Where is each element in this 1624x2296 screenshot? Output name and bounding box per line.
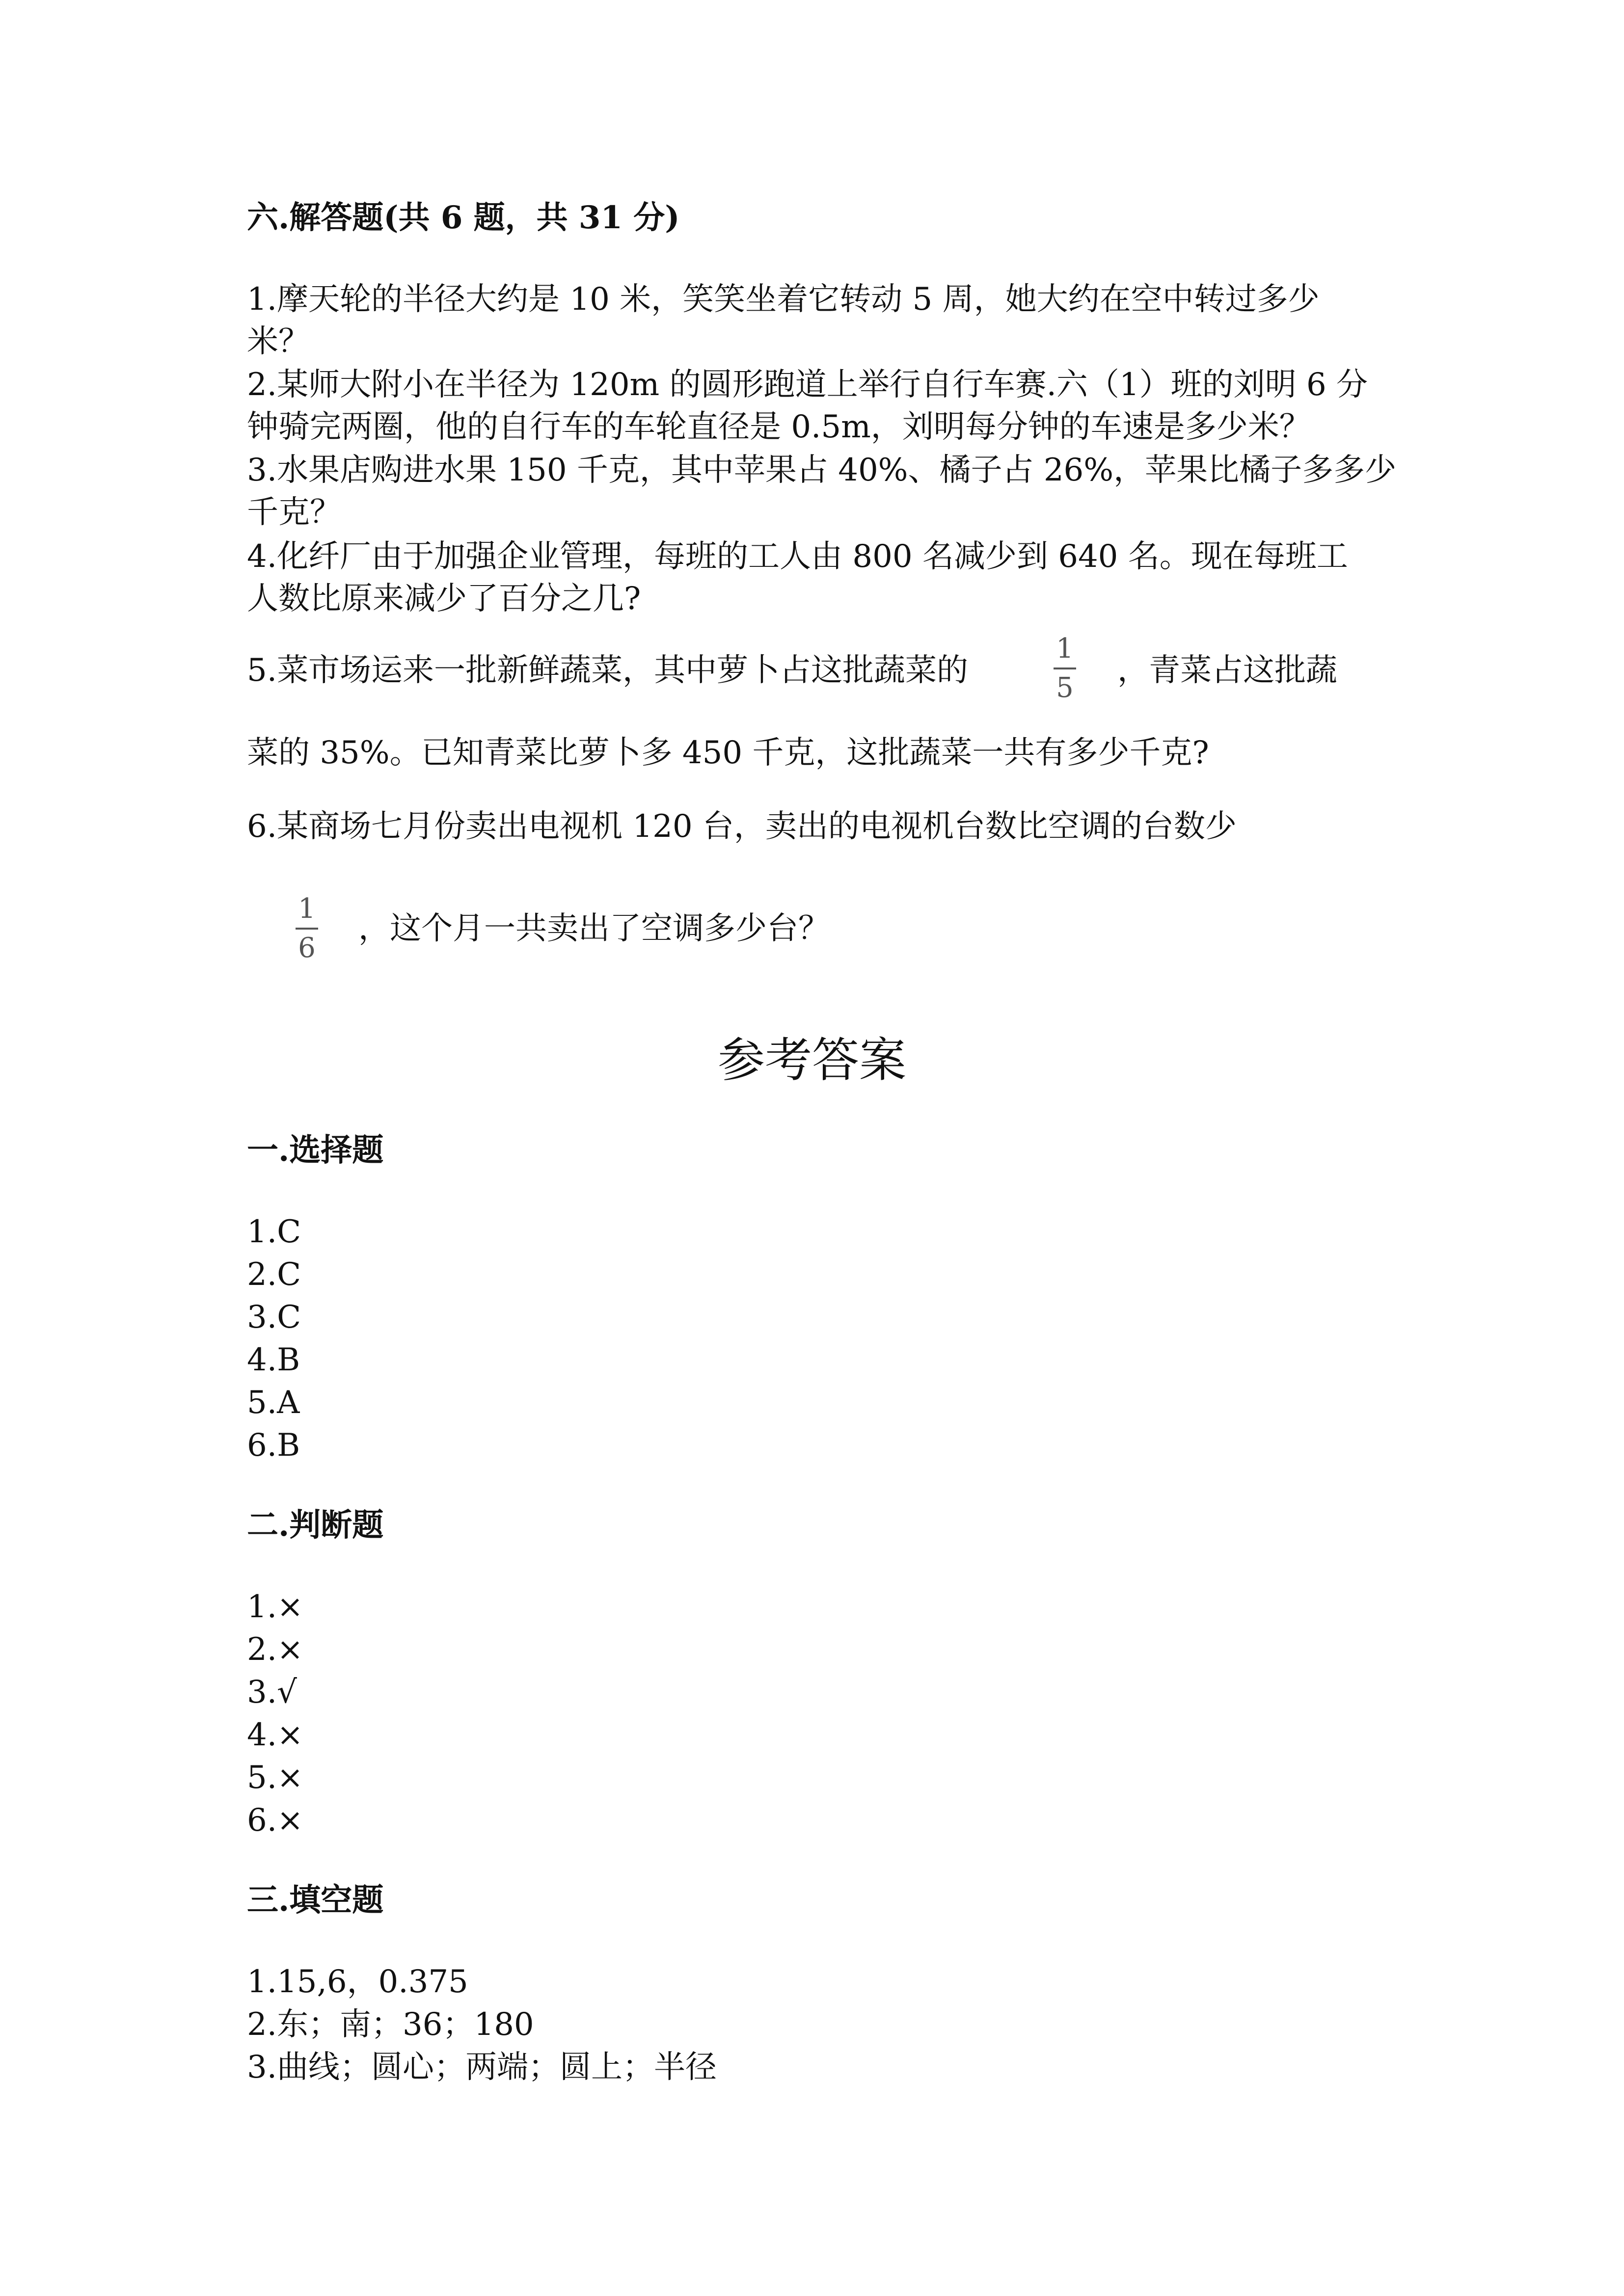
question-2-line-1: 2.某师大附小在半径为 120m 的圆形跑道上举行自行车赛.六（1）班的刘明 6 分	[247, 367, 1368, 403]
question-5-fraction	[1054, 633, 1076, 704]
fraction-bar	[296, 928, 318, 930]
section-heading-fill: 三.填空题	[247, 1882, 384, 1919]
judge-answer-5: 5.×	[247, 1760, 303, 1796]
choice-answer-3: 3.C	[247, 1299, 301, 1335]
choice-answer-1: 1.C	[247, 1214, 301, 1250]
judge-answer-6: 6.×	[247, 1802, 303, 1839]
fill-answer-3: 3.曲线；圆心；两端；圆上；半径	[247, 2049, 717, 2085]
judge-answer-1: 1.×	[247, 1589, 303, 1625]
question-3-line-2: 千克？	[247, 494, 341, 531]
choice-answer-6: 6.B	[247, 1427, 300, 1464]
judge-answer-2: 2.×	[247, 1631, 303, 1668]
fill-answer-2: 2.东；南；36；180	[247, 2006, 534, 2043]
judge-answer-4: 4.×	[247, 1717, 303, 1753]
question-2-line-2: 钟骑完两圈，他的自行车的车轮直径是 0.5m，刘明每分钟的车速是多少米？	[247, 409, 1311, 445]
question-6-fraction	[296, 893, 318, 964]
question-5-line-2: 菜的 35%。已知青菜比萝卜多 450 千克，这批蔬菜一共有多少千克?	[247, 735, 1209, 771]
question-1-line-1: 1.摩天轮的半径大约是 10 米，笑笑坐着它转动 5 周，她大约在空中转过多少	[247, 281, 1320, 318]
question-3-line-1: 3.水果店购进水果 150 千克，其中苹果占 40%、橘子占 26%，苹果比橘子多多少	[247, 452, 1397, 488]
question-5-text-before: 5.菜市场运来一批新鲜蔬菜，其中萝卜占这批蔬菜的	[247, 652, 969, 689]
question-6-line-1: 6.某商场七月份卖出电视机 120 台，卖出的电视机台数比空调的台数少	[247, 808, 1237, 845]
question-4-line-2: 人数比原来减少了百分之几?	[247, 581, 641, 617]
question-5-text-after: ，青菜占这批蔬	[1117, 652, 1337, 689]
fraction-bar	[1054, 667, 1076, 669]
fraction-numerator: 1	[1056, 633, 1074, 665]
section-heading-judge: 二.判断题	[247, 1507, 384, 1544]
choice-answer-4: 4.B	[247, 1342, 300, 1378]
judge-answer-3: 3.√	[247, 1674, 297, 1710]
question-1-line-2: 米？	[247, 323, 310, 360]
section-heading-choice: 一.选择题	[247, 1132, 384, 1169]
fill-answer-1: 1.15,6，0.375	[247, 1964, 468, 2000]
fraction-numerator: 1	[298, 893, 316, 925]
fraction-denominator: 6	[298, 932, 316, 964]
choice-answer-2: 2.C	[247, 1256, 301, 1293]
choice-answer-5: 5.A	[247, 1385, 300, 1421]
fraction-denominator: 5	[1056, 672, 1074, 704]
question-4-line-1: 4.化纤厂由于加强企业管理，每班的工人由 800 名减少到 640 名。现在每班工	[247, 538, 1348, 575]
question-6-text-after: ，这个月一共卖出了空调多少台？	[358, 910, 830, 947]
section-heading-solve: 六.解答题(共 6 题，共 31 分)	[247, 199, 680, 236]
answers-title: 参考答案	[718, 1033, 906, 1088]
